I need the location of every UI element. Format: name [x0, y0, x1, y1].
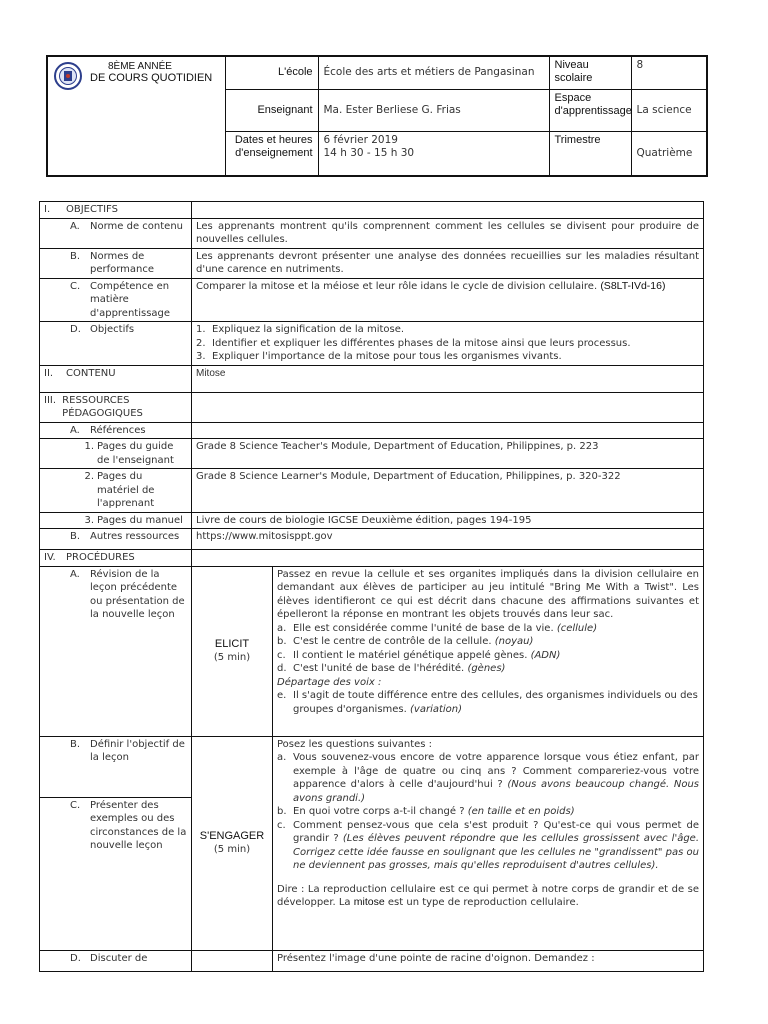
elicit-stage	[192, 566, 273, 736]
engage-content: Posez les questions suivantes : a. Vous souvenez-vous encore de votre apparence lorsque vous étiez enfant, par exemple à l'âge de quatre ou cinq ans ? Comment compareriez-vous votre apparence d'alors à celle d'aujourd'hui ? (Nous avons beaucoup changé. Nous avons grandi.) b. En quoi votre corps a-t-il changé ? (en taille et en poids) c. Comment pensez-vous que cela s'est produit ? Qu'est-ce qui vous permet de grandir ? (Les élèves peuvent répondre que les cellules grossissent avec l'âge. Corrigez cette idée fausse en soulignant que les cellules ne "grandissent" pas ou ne deviennent pas grosses, mais qu'elles reproduisent d'autres cellules). Dire : La reproduction cellulaire est ce qui permet à notre corps de grandir et de se développer. La mitose est un type de reproduction cellulaire.	[273, 736, 704, 950]
row-label: Norme de contenu	[90, 220, 183, 232]
table-row: B. Normes de performance Les apprenants devront présenter une analyse des données recueillies sur les maladies résultant d'une carence en nutriments.	[40, 248, 704, 278]
learner-material-ref: Grade 8 Science Learner's Module, Department of Education, Philippines, p. 320-322	[192, 469, 704, 513]
journal-title: DE COURS QUOTIDIEN	[90, 72, 213, 84]
dates-label: Dates et heures d'enseignement	[225, 131, 318, 176]
teacher-label: Enseignant	[225, 89, 318, 131]
competency-code: (S8LT-IVd-16)	[600, 279, 666, 292]
list-item: 1. Expliquez la signification de la mitose.	[196, 324, 405, 335]
area-label: Espace d'apprentissage	[549, 89, 631, 131]
term-value: Quatrième	[631, 131, 707, 176]
stage-duration: (5 min)	[213, 844, 251, 855]
elicit-content: Passez en revue la cellule et ses organites impliqués dans la division cellulaire en demandant aux élèves de participer au jeu intitulé "Bring Me With a Twist". Les élèves identifieront ce qui est décrit dans chacune des affirmations suivantes et épelleront la réponse en montrant les objets trouvés dans leur sac. a. Elle est considérée comme l'unité de base de la vie. (cellule) b. C'est le centre de contrôle de la cellule. (noyau) c. Il contient le matériel génétique appelé gènes. (ADN) d. C'est l'unité de base de l'hérédité. (gènes) Départage des voix : e. Il s'agit de toute différence entre des cellules, des organismes individuels ou des groupes d'organismes. (variation)	[273, 566, 704, 736]
competency-text: Comparer la mitose et la méiose et leur rôle idans le cycle de division cellulaire.	[196, 280, 598, 292]
stage-duration: (5 min)	[213, 652, 251, 663]
list-item: d. C'est l'unité de base de l'hérédité. (gènes)	[277, 663, 506, 674]
content-standard: Les apprenants montrent qu'ils comprennent comment les cellules se divisent pour produire de nouvelles cellules.	[192, 218, 704, 248]
tiebreak-label: Départage des voix :	[277, 676, 382, 688]
dates-value-date: 6 février 2019	[323, 133, 398, 146]
section-header: II. CONTENU	[40, 365, 192, 392]
section-header: III. RESSOURCES PÉDAGOGIQUES	[40, 392, 192, 422]
area-value: La science	[631, 89, 707, 131]
school-value: École des arts et métiers de Pangasinan	[318, 56, 549, 89]
section-content-row	[40, 365, 704, 392]
row-label: Objectifs	[90, 324, 135, 335]
teacher-guide-ref: Grade 8 Science Teacher's Module, Department of Education, Philippines, p. 223	[192, 439, 704, 469]
table-row: D. Discuter de Présentez l'image d'une pointe de racine d'oignon. Demandez :	[40, 950, 704, 971]
list-item: 2. Identifier et expliquer les différentes phases de la mitose ainsi que leurs processus.	[196, 337, 631, 349]
list-item: b. En quoi votre corps a-t-il changé ? (en taille et en poids)	[277, 806, 575, 817]
table-row: C. Présenter des exemples ou des circonstances de la nouvelle leçon	[40, 797, 704, 950]
list-item: e. Il s'agit de toute différence entre des cellules, des organismes individuels ou des groupes d'organismes. (variation)	[277, 690, 698, 715]
lesson-table	[39, 201, 704, 972]
deped-seal-icon	[54, 62, 82, 90]
row-label: Normes de performance	[90, 250, 155, 275]
table-row: C. Compétence en matière d'apprentissage Comparer la mitose et la méiose et leur rôle idans le cycle de division cellulaire. (S8LT-IVd-16)	[40, 278, 704, 322]
section-number: I.	[44, 204, 51, 215]
section-procedures-row	[40, 550, 704, 567]
table-row: A. Norme de contenu Les apprenants montrent qu'ils comprennent comment les cellules se divisent pour produire de nouvelles cellules.	[40, 218, 704, 248]
table-row: B. Définir l'objectif de la leçon S'ENGAGER (5 min) Posez les questions suivantes : a. Vous souvenez-vous encore de votre apparence lorsque vous étiez enfant, par exemple à l'âge de quatre ou cinq ans ? Comment compareriez-vous votre apparence d'alors à celle d'aujourd'hui ? (Nous avons beaucoup changé. Nous avons grandi.) b. En quoi votre corps a-t-il changé ? (en taille et en poids) c. Comment pensez-vous que cela s'est produit ? Qu'est-ce qui vous permet de grandir ? (Les élèves peuvent répondre que les cellules grossissent avec l'âge. Corrigez cette idée fausse en soulignant que les cellules ne "grandissent" pas ou ne deviennent pas grosses, mais qu'elles reproduisent d'autres cellules). Dire : La reproduction cellulaire est ce qui permet à notre corps de grandir et de se développer. La mitose est un type de reproduction cellulaire.	[40, 736, 704, 797]
engage-stage	[192, 736, 273, 950]
list-item: c. Comment pensez-vous que cela s'est produit ? Qu'est-ce qui vous permet de grandir ? (Les élèves peuvent répondre que les cellules grossissent avec l'âge. Corrigez cette idée fausse en soulignant que les cellules ne "grandissent" pas ou ne deviennent pas grosses, mais qu'elles reproduisent d'autres cellules).	[277, 819, 699, 871]
other-resources-link[interactable]: https://www.mitosisppt.gov	[192, 529, 704, 550]
stage-title: S'ENGAGER	[199, 829, 265, 842]
content-value: Mitose	[192, 365, 704, 392]
dates-value-time: 14 h 30 - 15 h 30	[323, 146, 415, 159]
table-row: 3. Pages du manuel Livre de cours de biologie IGCSE Deuxième édition, pages 194-195	[40, 512, 704, 529]
section-title: OBJECTIFS	[66, 204, 118, 215]
grade-label: 8ÈME ANNÉE	[108, 61, 172, 72]
list-item: a. Elle est considérée comme l'unité de base de la vie. (cellule)	[277, 622, 598, 634]
list-item: a. Vous souvenez-vous encore de votre apparence lorsque vous étiez enfant, par exemple à l'âge de quatre ou cinq ans ? Comment compareriez-vous votre apparence d'alors à celle d'aujourd'hui ? (Nous avons beaucoup changé. Nous avons grandi.)	[277, 752, 699, 804]
table-row: 1. Pages du guide de l'enseignant Grade 8 Science Teacher's Module, Department of Education, Philippines, p. 223	[40, 439, 704, 469]
list-item: b. C'est le centre de contrôle de la cellule. (noyau)	[277, 636, 534, 647]
header-logo-cell	[47, 56, 225, 176]
textbook-ref: Livre de cours de biologie IGCSE Deuxième édition, pages 194-195	[192, 512, 704, 529]
engage-say: Dire : La reproduction cellulaire est ce qui permet à notre corps de grandir et de se développer. La mitose est un type de reproduction cellulaire.	[277, 883, 699, 908]
list-item: 3. Expliquer l'importance de la mitose pour tous les organismes vivants.	[196, 351, 562, 362]
header-table	[46, 55, 708, 177]
discuss-content: Présentez l'image d'une pointe de racine d'oignon. Demandez :	[273, 950, 704, 971]
table-row: D. Objectifs 1. Expliquez la signification de la mitose. 2. Identifier et expliquer les différentes phases de la mitose ainsi que leurs processus. 3. Expliquer l'importance de la mitose pour tous les organismes vivants.	[40, 322, 704, 366]
row-label: Compétence en matière d'apprentissage	[90, 280, 171, 319]
teacher-value: Ma. Ester Berliese G. Frias	[318, 89, 549, 131]
stage-title: ELICIT	[214, 637, 250, 650]
table-row: 2. Pages du matériel de l'apprenant Grade 8 Science Learner's Module, Department of Education, Philippines, p. 320-322	[40, 469, 704, 513]
level-value: 8	[631, 56, 707, 89]
list-item: c. Il contient le matériel génétique appelé gènes. (ADN)	[277, 649, 561, 661]
performance-standard: Les apprenants devront présenter une analyse des données recueillies sur les maladies résultant d'une carence en nutriments.	[192, 248, 704, 278]
school-label: L'école	[225, 56, 318, 89]
level-label: Niveau scolaire	[549, 56, 631, 89]
table-row: A. Révision de la leçon précédente ou présentation de la nouvelle leçon ELICIT (5 min) Passez en revue la cellule et ses organites impliqués dans la division cellulaire en demandant aux élèves de participer au jeu intitulé "Bring Me With a Twist". Les élèves identifieront ce qui est décrit dans chacune des affirmations suivantes et épelleront la réponse en montrant les objets trouvés dans leur sac. a. Elle est considérée comme l'unité de base de la vie. (cellule) b. C'est le centre de contrôle de la cellule. (noyau) c. Il contient le matériel génétique appelé gènes. (ADN) d. C'est l'unité de base de l'hérédité. (gènes) Départage des voix : e. Il s'agit de toute différence entre des cellules, des organismes individuels ou des groupes d'organismes. (variation)	[40, 566, 704, 736]
section-objectives-row	[40, 202, 704, 219]
competency	[192, 278, 704, 322]
table-row: A. Références	[40, 422, 704, 439]
term-label: Trimestre	[549, 131, 631, 176]
objectives-list	[192, 322, 704, 366]
section-resources-row	[40, 392, 704, 422]
section-header	[40, 202, 192, 219]
table-row: B. Autres ressources https://www.mitosisppt.gov	[40, 529, 704, 550]
dates-value	[318, 131, 549, 176]
section-header: IV. PROCÉDURES	[40, 550, 192, 567]
